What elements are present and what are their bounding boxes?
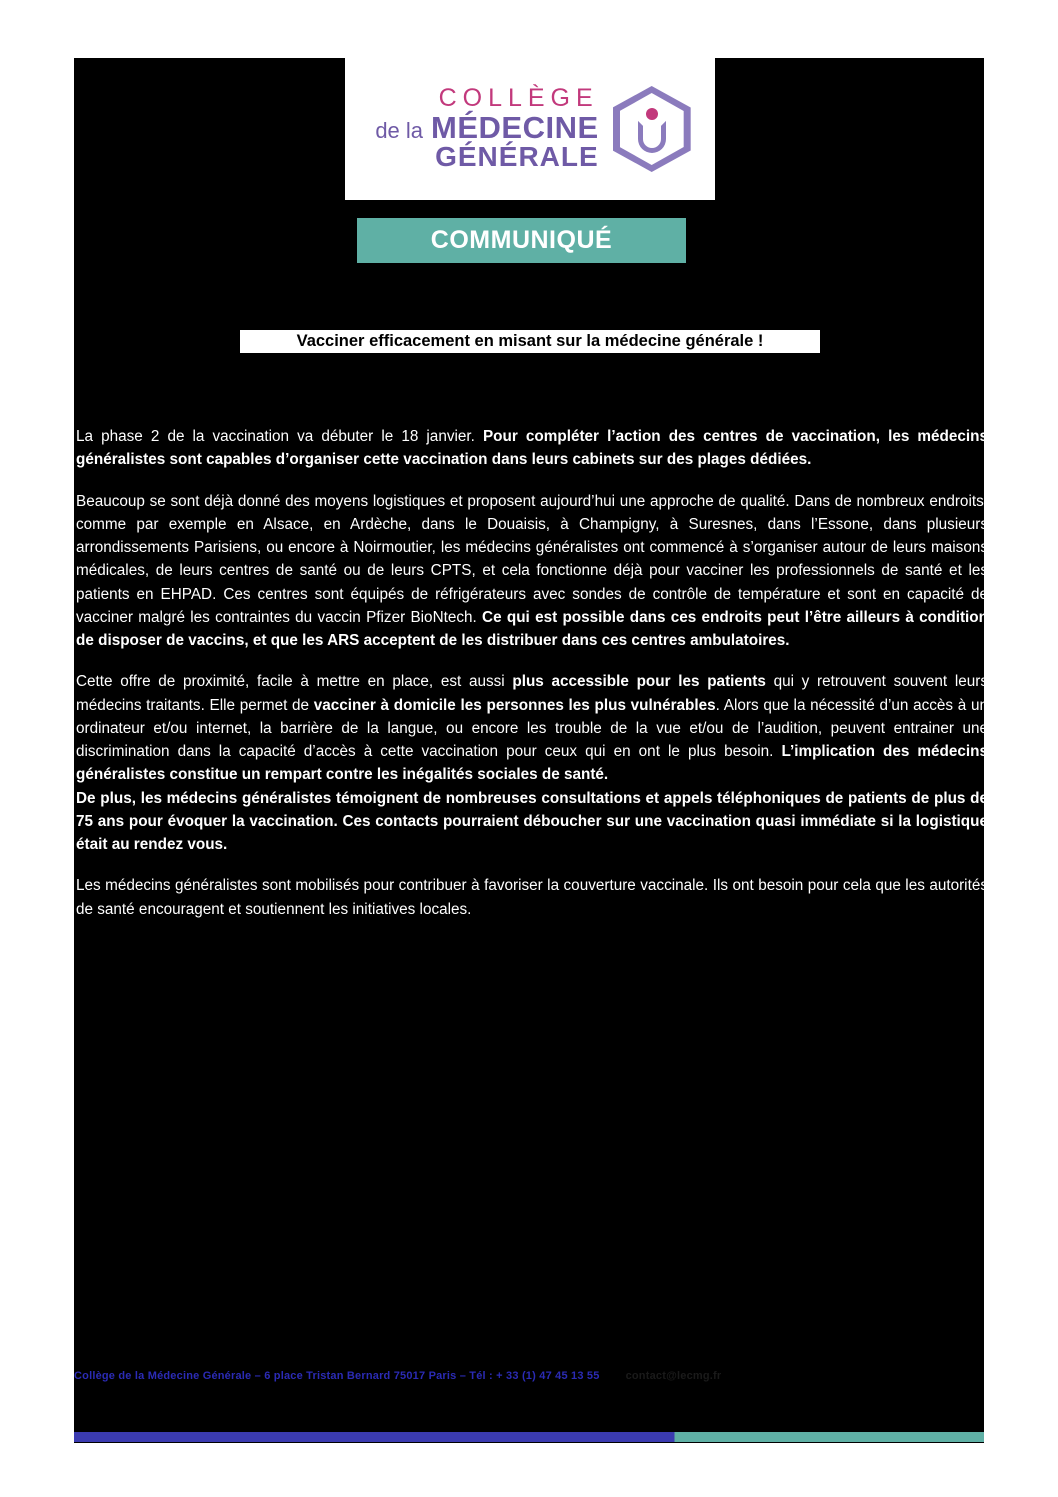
- communique-banner: [357, 218, 686, 263]
- footer-email[interactable]: contact@lecmg.fr: [625, 1370, 722, 1382]
- body-text: Beaucoup se sont déjà donné des moyens logistiques et proposent aujourd’hui une approche de qualité. Dans de nombreux endroits, comme par exemple en Alsace, en Ardèche, dans le Douaisis, à Champigny, à Suresnes, dans l’Essone, dans plusieurs arrondissements Parisiens, ou encore à Noirmoutier, les médecins généralistes ont commencé à s’organiser autour de leurs maisons médicales, de leurs centres de santé ou de leurs CPTS, et cela fonctionne déjà pour vacciner les professionnels de santé et les patients en EHPAD. Ces centres sont équipés de réfrigérateurs avec sondes de contrôle de température et sont en capacité de vacciner malgré les contraintes du vaccin Pfizer BioNtech.: [76, 492, 988, 626]
- emphasized-text: De plus, les médecins généralistes témoignent de nombreuses consultations et appels téléphoniques de patients de plus de 75 ans pour évoquer la vaccination. Ces contacts pourraient déboucher sur une vaccination quasi immédiate si la logistique était au rendez vous.: [76, 789, 988, 853]
- cmg-logo: [345, 58, 715, 200]
- emphasized-text: vacciner à domicile les personnes les plus vulnérables: [313, 696, 716, 714]
- hexagon-person-icon: [613, 86, 691, 172]
- paragraph-1: [74, 425, 990, 472]
- body-text: . Alors que la nécessité d’un accès à un ordinateur et/ou internet, la barrière de la langue, ou encore les trouble de la vue et/ou de l’audition, peuvent entrainer une discrimination dans la capacité d’accès à cette vaccination pour ceux qui en ont le plus besoin.: [76, 696, 988, 760]
- emphasized-text: L’implication des médecins généralistes constitue un rempart contre les inégalités sociales de santé.: [76, 743, 989, 784]
- emphasized-text: Pour compléter l’action des centres de vaccination, les médecins généralistes sont capables d’organiser cette vaccination dans leurs cabinets sur des plages dédiées.: [76, 428, 988, 469]
- paragraph-4: [74, 787, 990, 857]
- emphasized-text: plus accessible pour les patients: [512, 673, 766, 691]
- body-text: Cette offre de proximité, facile à mettre en place, est aussi: [76, 673, 513, 691]
- paragraph-3: [74, 670, 990, 786]
- emphasized-text: Ce qui est possible dans ces endroits peut l’être ailleurs à condition de disposer de vaccins, et que les ARS acceptent de les distribuer dans ces centres ambulatoires.: [76, 608, 988, 649]
- logo-college-text: COLLÈGE: [438, 84, 599, 113]
- document-body: [74, 425, 990, 939]
- footer-rule: [74, 1432, 984, 1442]
- footer: [74, 1370, 990, 1382]
- body-text: qui y retrouvent souvent leurs médecins traitants. Elle permet de: [76, 673, 989, 714]
- logo-text: [375, 86, 598, 172]
- paragraph-2: [74, 490, 990, 653]
- communique-label: COMMUNIQUÉ: [430, 226, 613, 254]
- body-text: La phase 2 de la vaccination va débuter le 18 janvier.: [76, 428, 483, 445]
- document-title: Vacciner efficacement en misant sur la médecine générale !: [240, 330, 820, 353]
- logo-generale-text: GÉNÉRALE: [435, 141, 599, 173]
- logo-medecine-text: MÉDECINE: [431, 109, 599, 145]
- body-text: Les médecins généralistes sont mobilisés pour contribuer à favoriser la couverture vaccinale. Ils ont besoin pour cela que les autorités de santé encouragent et soutiennent les initiatives locales.: [76, 877, 988, 918]
- paragraph-5: [74, 874, 990, 921]
- footer-address: Collège de la Médecine Générale – 6 place Tristan Bernard 75017 Paris – Tél : + 33 (1) 47 45 13 55: [74, 1370, 600, 1382]
- logo-dela-text: de la: [375, 117, 424, 143]
